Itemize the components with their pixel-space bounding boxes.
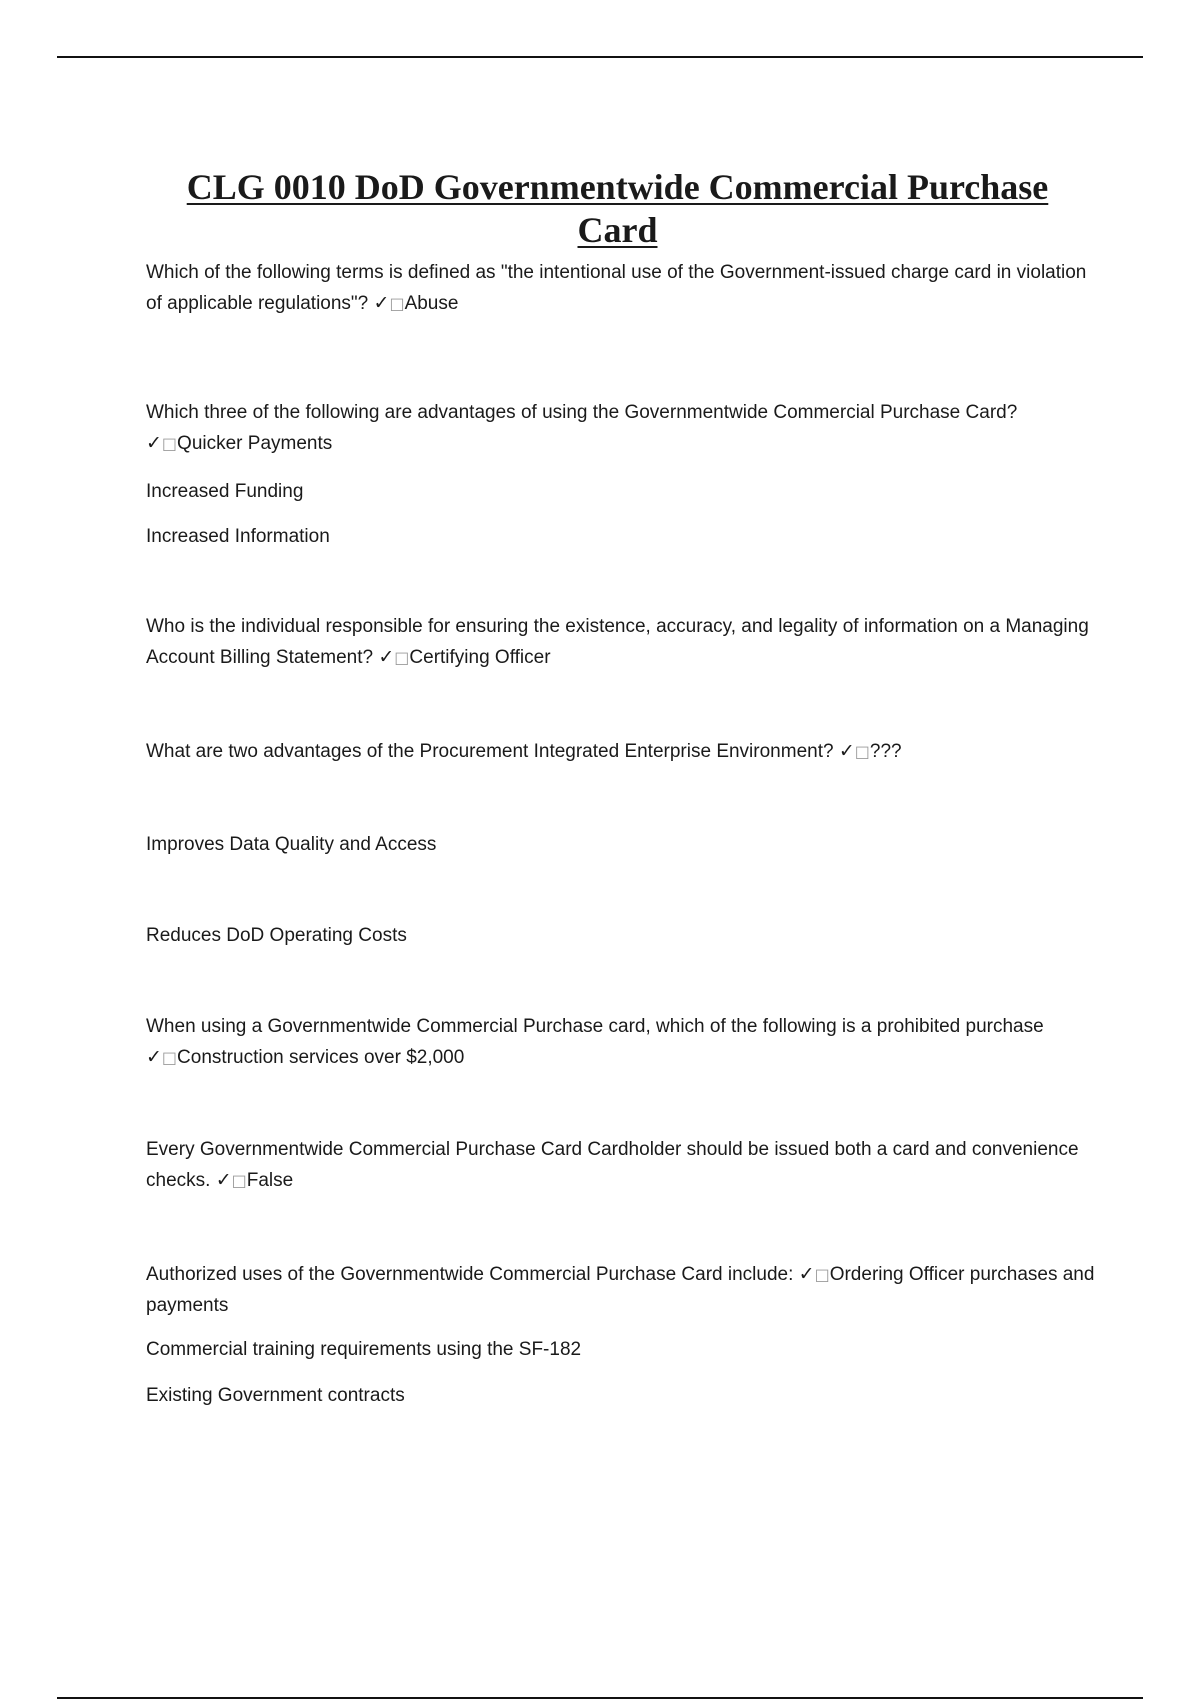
qa-item-5: [146, 1011, 1096, 1073]
answer-line: Existing Government contracts: [146, 1385, 405, 1406]
check-icon: ✓: [146, 1046, 162, 1068]
missing-glyph-icon: □: [854, 742, 870, 761]
header-rule: [57, 56, 1143, 58]
question-text: Every Governmentwide Commercial Purchase Card Cardholder should be issued both a card and convenience checks.: [146, 1139, 1079, 1191]
qa-item-2: [146, 397, 1096, 459]
answer-text: False: [246, 1170, 294, 1191]
check-icon: ✓: [146, 432, 162, 454]
qa-item-7: [146, 1259, 1096, 1321]
answer-line: Improves Data Quality and Access: [146, 834, 437, 855]
question-text: Which three of the following are advantages of using the Governmentwide Commercial Purchase Card?: [146, 402, 1018, 423]
answer-line: Reduces DoD Operating Costs: [146, 925, 407, 946]
answer-text: Certifying Officer: [409, 647, 551, 668]
question-text: Authorized uses of the Governmentwide Commercial Purchase Card include:: [146, 1264, 794, 1285]
check-icon: ✓: [798, 1263, 815, 1285]
answer-text: Ordering Officer purchases and payments: [146, 1264, 1095, 1316]
question-text: What are two advantages of the Procurement Integrated Enterprise Environment?: [146, 741, 834, 762]
qa-item-1: [146, 257, 1096, 319]
check-icon: ✓: [838, 740, 855, 762]
answer-text: Quicker Payments: [177, 433, 333, 454]
qa-item-4: [146, 736, 1096, 767]
missing-glyph-icon: □: [389, 294, 405, 313]
question-text: When using a Governmentwide Commercial Purchase card, which of the following is a prohibited purchase: [146, 1016, 1044, 1037]
qa-item-6: [146, 1134, 1096, 1196]
answer-line: Increased Funding: [146, 481, 304, 502]
answer-text: ???: [869, 741, 902, 762]
missing-glyph-icon: □: [814, 1265, 830, 1284]
document-title: CLG 0010 DoD Governmentwide Commercial Purchase Card: [186, 167, 1049, 250]
missing-glyph-icon: □: [231, 1171, 247, 1190]
qa-item-3: [146, 611, 1096, 673]
missing-glyph-icon: □: [161, 434, 178, 453]
question-text: Which of the following terms is defined as "the intentional use of the Government-issued charge card in violation of applicable regulations"?: [146, 262, 1087, 314]
missing-glyph-icon: □: [394, 648, 410, 667]
question-text: Who is the individual responsible for ensuring the existence, accuracy, and legality of information on a Managing Account Billing Statement?: [146, 616, 1089, 668]
check-icon: ✓: [373, 292, 390, 314]
check-icon: ✓: [215, 1169, 232, 1191]
answer-text: Abuse: [404, 293, 459, 314]
answer-text: Construction services over $2,000: [177, 1047, 465, 1068]
check-icon: ✓: [378, 646, 395, 668]
answer-line: Commercial training requirements using the SF-182: [146, 1339, 582, 1360]
missing-glyph-icon: □: [161, 1048, 178, 1067]
footer-rule: [57, 1697, 1143, 1699]
answer-line: Increased Information: [146, 526, 330, 547]
